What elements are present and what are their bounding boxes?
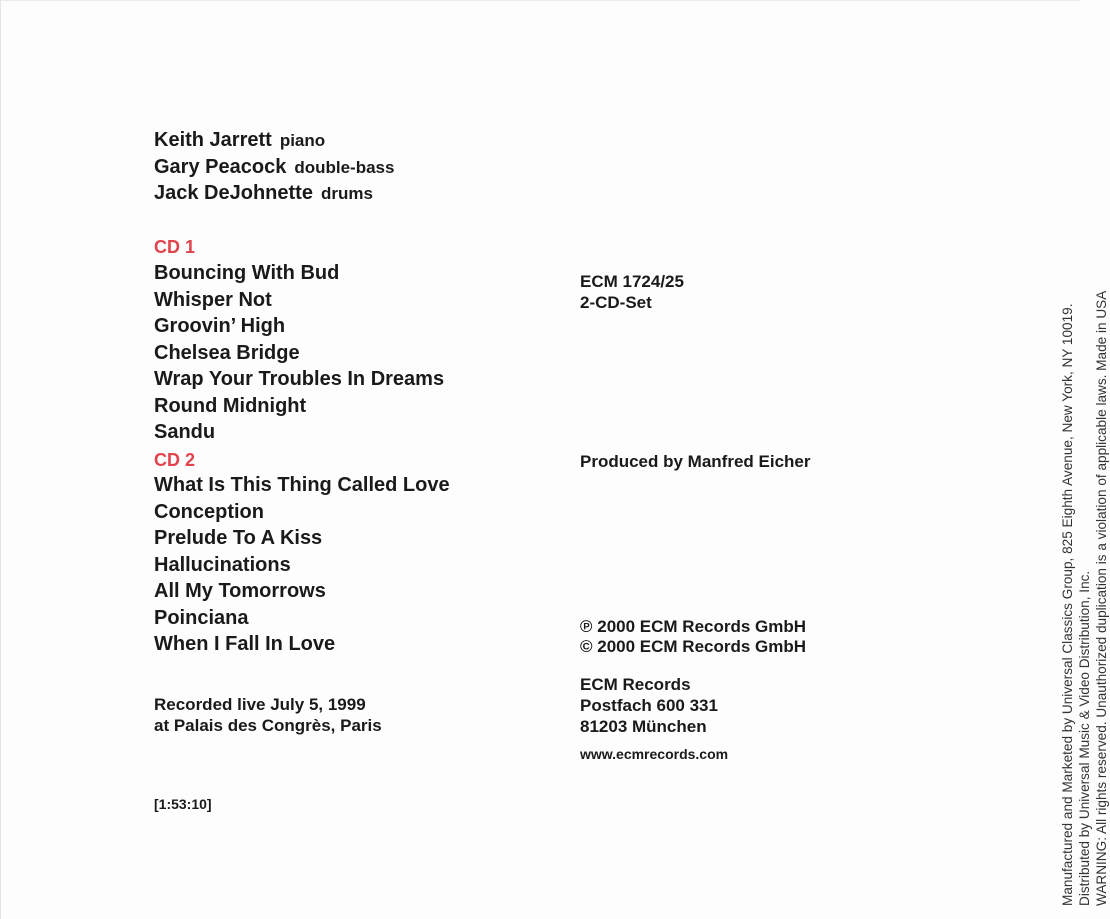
recording-venue: at Palais des Congrès, Paris — [154, 716, 382, 735]
label-postbox: Postfach 600 331 — [580, 696, 718, 715]
track-title: Poinciana — [154, 607, 249, 629]
track-title: Wrap Your Troubles In Dreams — [154, 368, 445, 390]
musician-row — [154, 182, 373, 205]
label-name: ECM Records — [580, 675, 691, 694]
track-title: Groovin’ High — [154, 315, 286, 337]
track-title: What Is This Thing Called Love — [154, 474, 450, 496]
legal-line: WARNING: All rights reserved. Unauthorized duplication is a violation of applicable laws. Made in USA — [1094, 290, 1109, 906]
musician-row — [154, 156, 394, 179]
label-city: 81203 München — [580, 717, 707, 736]
track-title: When I Fall In Love — [154, 633, 336, 655]
catalog-format: 2-CD-Set — [580, 293, 652, 312]
copyright-notice: © 2000 ECM Records GmbH — [580, 637, 807, 656]
track-title: Hallucinations — [154, 554, 291, 576]
recording-date: Recorded live July 5, 1999 — [154, 695, 366, 714]
phonogram-notice: ℗ 2000 ECM Records GmbH — [580, 617, 807, 636]
legal-notice — [1059, 291, 1110, 906]
legal-line: Distributed by Universal Music & Video Distribution, Inc. — [1077, 570, 1092, 906]
producer-credit: Produced by Manfred Eicher — [580, 452, 811, 471]
musician-name: Gary Peacock — [154, 156, 287, 178]
track-title: Whisper Not — [154, 289, 272, 311]
cd2-label: CD 2 — [154, 450, 196, 470]
legal-line: Manufactured and Marketed by Universal Classics Group, 825 Eighth Avenue, New York, NY 10019. — [1060, 303, 1075, 906]
cd1-label: CD 1 — [154, 237, 196, 257]
track-title: Round Midnight — [154, 395, 307, 417]
musician-name: Keith Jarrett — [154, 129, 272, 151]
track-title: Prelude To A Kiss — [154, 527, 323, 549]
musician-instrument: piano — [279, 131, 326, 150]
track-title: Conception — [154, 501, 264, 523]
musician-row — [154, 129, 325, 152]
musician-instrument: double-bass — [294, 158, 395, 177]
musician-name: Jack DeJohnette — [154, 182, 313, 204]
track-title: Sandu — [154, 421, 216, 443]
track-title: All My Tomorrows — [154, 580, 326, 602]
website-link[interactable]: www.ecmrecords.com — [580, 746, 729, 762]
musician-instrument: drums — [320, 184, 373, 203]
track-title: Bouncing With Bud — [154, 262, 340, 284]
total-time: [1:53:10] — [154, 796, 212, 812]
catalog-number: ECM 1724/25 — [580, 272, 684, 291]
track-title: Chelsea Bridge — [154, 342, 300, 364]
